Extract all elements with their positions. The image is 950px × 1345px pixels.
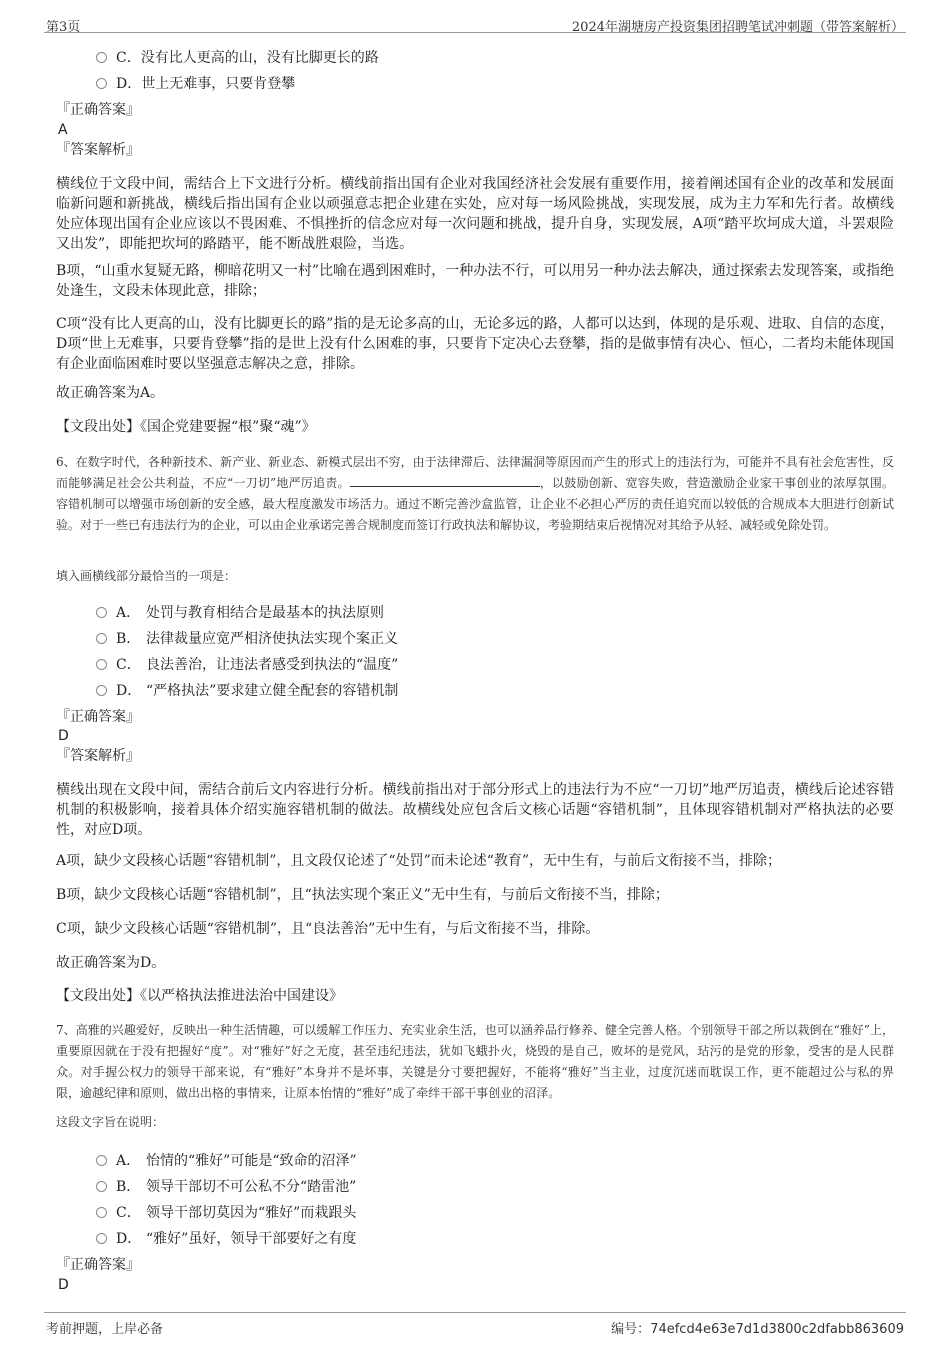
option-a[interactable]: A． 处罚与教育相结合是最基本的执法原则 bbox=[56, 599, 894, 625]
option-b[interactable]: B． 法律裁量应宽严相济使执法实现个案正义 bbox=[56, 625, 894, 651]
q5-options bbox=[56, 44, 894, 96]
q6-options bbox=[56, 599, 894, 703]
analysis-tag: 『答案解析』 bbox=[56, 748, 140, 764]
option-a[interactable]: A． 怡情的“雅好”可能是“致命的沼泽” bbox=[56, 1147, 894, 1173]
fill-blank bbox=[350, 474, 540, 487]
page-footer bbox=[44, 1312, 906, 1337]
radio-icon[interactable] bbox=[96, 685, 107, 696]
analysis-paragraph: 故正确答案为D。 bbox=[56, 955, 166, 971]
radio-icon[interactable] bbox=[96, 52, 107, 63]
option-d[interactable]: D． “雅好”虽好，领导干部要好之有度 bbox=[56, 1225, 894, 1251]
analysis-paragraph: C项，缺少文段核心话题“容错机制”，且“良法善治”无中生有，与后文衔接不当，排除。 bbox=[56, 921, 600, 937]
answer-value: D bbox=[58, 1277, 69, 1293]
option-d[interactable]: D． 世上无难事，只要肯登攀 bbox=[56, 70, 894, 96]
radio-icon[interactable] bbox=[96, 607, 107, 618]
analysis-paragraph: B项，缺少文段核心话题“容错机制”，且“执法实现个案正义”无中生有，与前后文衔接不当，排除； bbox=[56, 887, 669, 903]
radio-icon[interactable] bbox=[96, 78, 107, 89]
analysis-paragraph: 横线位于文段中间，需结合上下文进行分析。横线前指出国有企业对我国经济社会发展有重要作用，接着阐述国有企业的改革和发展面临新问题和新挑战，横线后指出国有企业以顽强意志把企业建在实处，应对每一场风险挑战，实现发展，成为主力军和先行者。故横线处应体现出国有企业应该以不畏困难、不惧挫折的信念应对每一次问题和挑战，提升自身，实现发展，A项“踏平坎坷成大道，斗罢艰险又出发”，即能把坎坷的路踏平，能不断战胜艰险，当选。 bbox=[56, 176, 894, 252]
radio-icon[interactable] bbox=[96, 1181, 107, 1192]
source-citation: 【文段出处】《国企党建要握“根”聚“魂”》 bbox=[56, 419, 316, 435]
page-number: 第3页 bbox=[46, 20, 81, 35]
analysis-paragraph: 横线出现在文段中间，需结合前后文内容进行分析。横线前指出对于部分形式上的违法行为不应“一刀切”地严厉追责，横线后论述容错机制的积极影响，接着具体介绍实施容错机制的做法。故横线处应包含后文核心话题“容错机制”，且体现容错机制对严格执法的必要性，对应D项。 bbox=[56, 782, 894, 838]
page-header bbox=[44, 10, 906, 33]
document-code: 编号：74efcd4e63e7d1d3800c2dfabb863609 bbox=[611, 1322, 904, 1337]
option-c[interactable]: C． 没有比人更高的山，没有比脚更长的路 bbox=[56, 44, 894, 70]
footer-slogan: 考前押题，上岸必备 bbox=[46, 1322, 164, 1337]
option-b[interactable]: B． 领导干部切不可公私不分“踏雷池” bbox=[56, 1173, 894, 1199]
option-d[interactable]: D． “严格执法”要求建立健全配套的容错机制 bbox=[56, 677, 894, 703]
question-stem: 7、高雅的兴趣爱好，反映出一种生活情趣，可以缓解工作压力、充实业余生活，也可以涵养品行修养、健全完善人格。个别领导干部之所以栽倒在“雅好”上，重要原因就在于没有把握好“度”。对“雅好”好之无度，甚至违纪违法，犹如飞蛾扑火，烧毁的是自己，败坏的是党风，玷污的是党的形象，受害的是人民群众。对手握公权力的领导干部来说，有“雅好”本身并不是坏事，关键是分寸要把握好，不能将“雅好”当主业，过度沉迷而耽误工作，更不能超过公与私的界限，逾越纪律和原则，做出出格的事情来，让原本怡情的“雅好”成了牵绊干部干事创业的沼泽。 bbox=[56, 1023, 894, 1100]
analysis-tag: 『答案解析』 bbox=[56, 142, 140, 158]
analysis-paragraph: 故正确答案为A。 bbox=[56, 385, 165, 401]
radio-icon[interactable] bbox=[96, 1207, 107, 1218]
document-title: 2024年湖塘房产投资集团招聘笔试冲刺题（带答案解析） bbox=[571, 20, 904, 35]
option-c[interactable]: C． 领导干部切莫因为“雅好”而栽跟头 bbox=[56, 1199, 894, 1225]
radio-icon[interactable] bbox=[96, 1155, 107, 1166]
question-prompt: 这段文字旨在说明： bbox=[56, 1115, 165, 1129]
source-citation: 【文段出处】《以严格执法推进法治中国建设》 bbox=[56, 988, 343, 1004]
answer-value: A bbox=[58, 122, 68, 138]
question-prompt: 填入画横线部分最恰当的一项是： bbox=[56, 569, 237, 583]
radio-icon[interactable] bbox=[96, 659, 107, 670]
question-stem: 6、在数字时代，各种新技术、新产业、新业态、新模式层出不穷，由于法律滞后、法律漏洞等原因而产生的形式上的违法行为，可能并不具有社会危害性，反而能够满足社会公共利益，不应“一刀切”地严厉追责。 ，以鼓励创新、宽容失败，营造激励企业家干事创业的浓厚氛围。容错机制可以增强市场创新的安全感，最大程度激发市场活力。通过不断完善沙盒监管，让企业不必担心严厉的责任追究而以较低的合规成本大胆进行创新试验。对于一些已有违法行为的企业，可以由企业承诺完善合规制度而签订行政执法和解协议，考验期结束后视情况对其给予从轻、减轻或免除处罚。 bbox=[56, 455, 894, 532]
radio-icon[interactable] bbox=[96, 1233, 107, 1244]
radio-icon[interactable] bbox=[96, 633, 107, 644]
analysis-paragraph: A项，缺少文段核心话题“容错机制”，且文段仅论述了“处罚”而未论述“教育”，无中生有，与前后文衔接不当，排除； bbox=[56, 853, 782, 869]
answer-tag: 『正确答案』 bbox=[56, 102, 140, 118]
analysis-paragraph: C项“没有比人更高的山，没有比脚更长的路”指的是无论多高的山，无论多远的路，人都可以达到，体现的是乐观、进取、自信的态度，D项“世上无难事，只要肯登攀”指的是世上没有什么困难的事，只要肯下定决心去登攀，指的是做事情有决心、恒心，二者均未能体现国有企业面临困难时要以坚强意志解决之意，排除。 bbox=[56, 316, 894, 372]
analysis-paragraph: B项，“山重水复疑无路，柳暗花明又一村”比喻在遇到困难时，一种办法不行，可以用另一种办法去解决，通过探索去发现答案，或指绝处逢生，文段未体现此意，排除； bbox=[56, 263, 894, 299]
answer-tag: 『正确答案』 bbox=[56, 709, 140, 725]
q7-options bbox=[56, 1147, 894, 1251]
answer-tag: 『正确答案』 bbox=[56, 1257, 140, 1273]
answer-value: D bbox=[58, 728, 69, 744]
option-c[interactable]: C． 良法善治，让违法者感受到执法的“温度” bbox=[56, 651, 894, 677]
